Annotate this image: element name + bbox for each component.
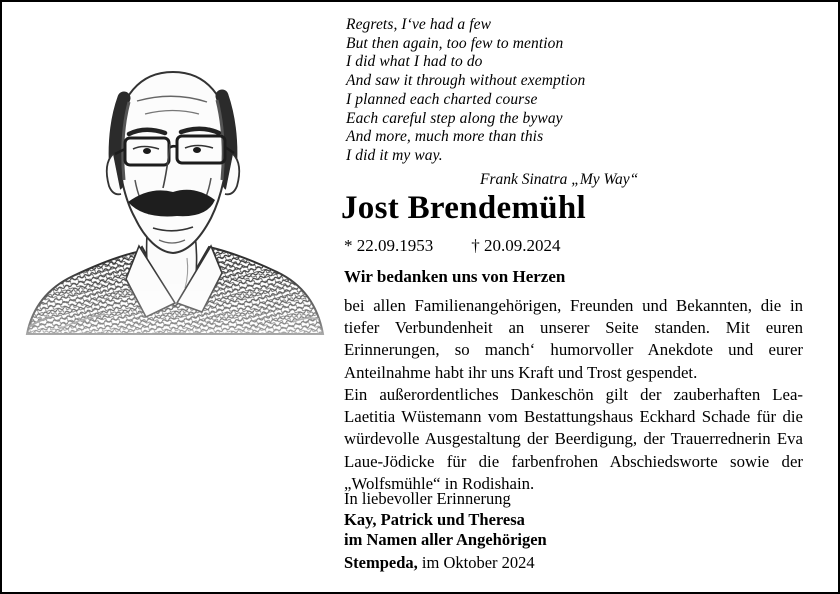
thanks-paragraph-2: Ein außerordentliches Dankeschön gilt der zauberhaften Lea-Laetitia Wüstemann vom Bestattungshaus Eckhard Schade für die würdevolle Ausgestaltung der Beerdigung, der Trauerrednerin Eva Laue-Jödicke für die farbenfrohen Abschiedsworte sowie der „Wolfsmühle“ in Rodishain. (344, 385, 803, 493)
place-date-line (344, 553, 535, 573)
life-dates (344, 236, 561, 256)
poem-attribution: Frank Sinatra „My Way“ (480, 171, 639, 188)
poem-line: I did what I had to do (346, 53, 483, 71)
poem-line: Regrets, I‘ve had a few (346, 16, 492, 33)
portrait-sketch-drawing (25, 46, 325, 338)
poem (346, 16, 585, 166)
date: im Oktober 2024 (421, 553, 535, 572)
poem-line: But then again, too few to mention (346, 34, 564, 52)
poem-line: And saw it through without exemption (346, 72, 586, 90)
poem-line: I planned each charted course (346, 90, 538, 108)
thanks-paragraph-1: bei allen Familienangehörigen, Freunden und Bekannten, die in tiefer Verbundenheit an unserer Seite standen. Mit euren Erinnerungen, so manch‘ humorvoller Anekdote und eurer Anteilnahme habt ihr uns Kraft und Trost gespendet. (344, 296, 803, 382)
closing-block (344, 489, 547, 551)
poem-line: Each careful step along the byway (346, 109, 563, 127)
memory-line: In liebevoller Erinnerung (344, 489, 511, 508)
family-names-line: Kay, Patrick und Theresa (344, 509, 525, 529)
poem-line: I did it my way. (346, 146, 443, 164)
portrait-sketch (25, 46, 325, 338)
death-date: † 20.09.2024 (471, 236, 561, 255)
place: Stempeda, (344, 553, 418, 572)
behalf-line: im Namen aller Angehörigen (344, 530, 547, 549)
poem-line: And more, much more than this (346, 128, 544, 146)
thanks-heading: Wir bedanken uns von Herzen (344, 267, 566, 286)
deceased-name: Jost Brendemühl (341, 190, 587, 226)
birth-date: * 22.09.1953 (344, 236, 434, 255)
